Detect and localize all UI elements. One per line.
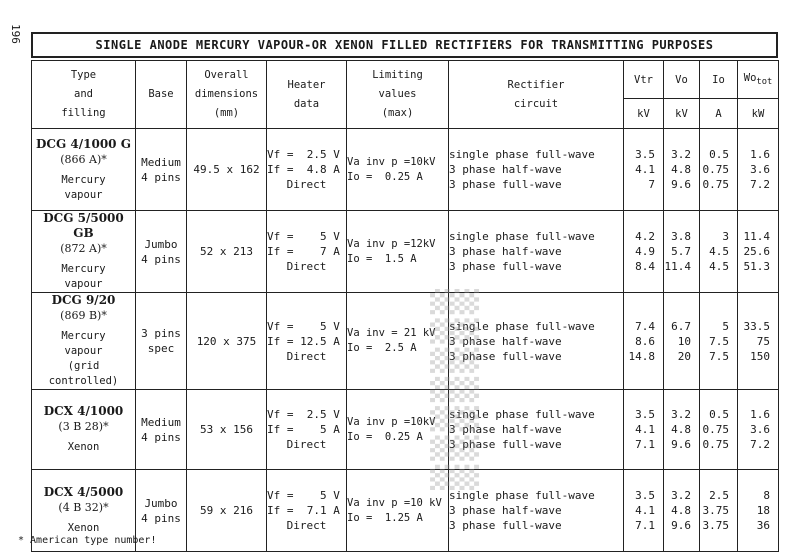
cell-base [136,390,187,470]
cell-vtr [624,390,664,470]
limiting-line: Va inv p =12kV [347,237,436,250]
wo-value: 3.6 [750,163,770,176]
cell-vtr [624,293,664,390]
circuit-line: single phase full-wave [449,489,595,502]
filling-line: Mercury [61,330,106,342]
heater-line: Vf = 2.5 V [267,408,340,421]
circuit-line: 3 phase full-wave [449,178,562,191]
vo-value: 4.8 [671,504,691,517]
vo-value: 10 [677,334,691,348]
io-value: 3 [722,230,729,243]
filling [32,440,135,455]
wo-value: 150 [750,349,770,363]
io-value: 4.5 [709,245,729,258]
vo-value: 11.4 [664,260,691,273]
vtr-value: 7.4 [635,319,655,333]
rectifier-table [31,60,779,552]
wo-value: 33.5 [743,319,770,333]
io-value: 0.75 [702,423,729,436]
vo-value: 4.8 [671,163,691,176]
type-code: (866 A)* [60,152,107,166]
vtr-value: 4.1 [635,163,655,176]
cell-dimensions: 59 x 216 [187,470,267,552]
cell-vo [664,293,700,390]
cell-type [32,211,136,293]
cell-limiting [347,293,449,390]
filling [32,173,135,203]
filling-line: Xenon [67,441,100,453]
circuit-line: 3 phase half-wave [449,504,562,517]
circuit-line: 3 phase full-wave [449,438,562,451]
unit-vo: kV [664,99,700,129]
cell-heater [267,211,347,293]
type-code: (3 B 28)* [58,420,109,433]
base-line: Medium [141,155,181,169]
limiting-line: Io = 0.25 A [347,170,423,183]
vtr-value: 8.6 [635,334,655,348]
cell-type [32,390,136,470]
wo-value: 8 [763,489,770,502]
cell-io [700,211,738,293]
cell-dimensions: 52 x 213 [187,211,267,293]
io-value: 7.5 [709,334,729,348]
vo-value: 20 [677,349,691,363]
filling-line: Xenon [67,522,100,534]
circuit-line: single phase full-wave [449,319,595,333]
base-line: Medium [141,415,181,429]
cell-limiting [347,129,449,211]
limiting-line: Va inv = 21 kV [347,327,436,339]
circuit-line: 3 phase full-wave [449,519,562,532]
vo-value: 3.2 [671,408,691,421]
vo-value: 3.2 [671,148,691,161]
cell-vo [664,129,700,211]
header-io: Io [700,61,738,99]
circuit-line: 3 phase full-wave [449,260,562,273]
heater-line: Direct [286,260,327,273]
base-line: Jumbo [144,237,178,251]
cell-dimensions: 53 x 156 [187,390,267,470]
filling [32,329,135,389]
io-value: 4.5 [709,260,729,273]
io-value: 5 [722,319,729,333]
cell-vtr [624,129,664,211]
io-value: 0.75 [702,163,729,176]
limiting-line: Io = 0.25 A [347,430,423,443]
vtr-value: 3.5 [635,148,655,161]
heater-line: Direct [286,178,327,191]
circuit-line: single phase full-wave [449,230,595,243]
table-row [32,293,779,390]
vo-value: 6.7 [671,319,691,333]
limiting-line: Va inv p =10 kV [347,496,442,509]
filling [32,521,135,536]
vo-value: 9.6 [671,438,691,451]
circuit-line: 3 phase half-wave [449,245,562,258]
table-row [32,211,779,293]
io-value: 0.75 [702,178,729,191]
vo-value: 9.6 [671,178,691,191]
vtr-value: 8.4 [635,260,655,273]
cell-vtr [624,211,664,293]
header-circuit: Rectifier circuit [449,61,624,129]
header-base: Base [136,61,187,129]
header-vtr: Vtr [624,61,664,99]
io-value: 3.75 [702,519,729,532]
heater-line: If = 4.8 A [267,163,340,176]
cell-wo [738,129,779,211]
cell-heater [267,390,347,470]
circuit-line: single phase full-wave [449,148,595,161]
heater-line: Vf = 5 V [267,489,340,502]
circuit-line: 3 phase half-wave [449,423,562,436]
type-name: DCG 9/20 [51,293,116,307]
cell-io [700,470,738,552]
vtr-value: 3.5 [635,408,655,421]
io-value: 0.5 [709,408,729,421]
filling-line: vapour [64,345,103,357]
base-line: 4 pins [141,511,181,525]
limiting-line: Va inv p =10kV [347,155,436,168]
io-value: 7.5 [709,349,729,363]
filling-line: vapour [64,278,103,290]
vtr-value: 3.5 [635,489,655,502]
unit-io: A [700,99,738,129]
cell-wo [738,470,779,552]
heater-line: Direct [286,349,327,363]
type-name: DCX 4/1000 [43,404,124,418]
limiting-line: Va inv p =10kV [347,415,436,428]
vo-value: 5.7 [671,245,691,258]
cell-wo [738,211,779,293]
cell-circuit [449,470,624,552]
cell-circuit [449,390,624,470]
unit-vtr: kV [624,99,664,129]
heater-line: Vf = 5 V [267,319,340,333]
cell-io [700,293,738,390]
cell-io [700,129,738,211]
io-value: 2.5 [709,489,729,502]
heater-line: If = 5 A [267,423,340,436]
wo-value: 3.6 [750,423,770,436]
vtr-value: 4.1 [635,423,655,436]
cell-heater [267,470,347,552]
circuit-line: 3 phase half-wave [449,334,562,348]
header-dimensions: Overall dimensions (mm) [187,61,267,129]
io-value: 0.5 [709,148,729,161]
io-value: 3.75 [702,504,729,517]
type-name: DCG 4/1000 G [36,136,131,151]
heater-line: If = 7 A [267,245,340,258]
cell-type [32,129,136,211]
cell-io [700,390,738,470]
wo-value: 1.6 [750,148,770,161]
circuit-line: single phase full-wave [449,408,595,421]
vtr-value: 7 [648,178,655,191]
unit-wo: kW [738,99,779,129]
cell-limiting [347,390,449,470]
page-number: 196 [9,24,22,44]
heater-line: Direct [286,519,327,532]
cell-vo [664,390,700,470]
vtr-value: 14.8 [628,349,655,363]
type-code: (869 B)* [60,309,107,322]
wo-value: 7.2 [750,178,770,191]
filling-line: Mercury [61,173,106,186]
cell-dimensions: 120 x 375 [187,293,267,390]
circuit-line: 3 phase half-wave [449,163,562,176]
vo-value: 3.8 [671,230,691,243]
header-vo: Vo [664,61,700,99]
cell-vo [664,470,700,552]
wo-value: 75 [756,334,770,348]
heater-line: If = 12.5 A [267,334,340,348]
header-type: Type and filling [32,61,136,129]
type-code: (4 B 32)* [58,501,109,514]
cell-circuit [449,293,624,390]
wo-value: 11.4 [743,230,770,243]
vo-value: 3.2 [671,489,691,502]
cell-circuit [449,211,624,293]
heater-line: Vf = 2.5 V [267,148,340,161]
filling-line: vapour [64,188,103,201]
vtr-value: 7.1 [635,438,655,451]
io-value: 0.75 [702,438,729,451]
cell-vtr [624,470,664,552]
filling-line: (grid [67,360,100,372]
header-heater: Heater data [267,61,347,129]
filling-line: Mercury [61,263,106,275]
vtr-value: 4.1 [635,504,655,517]
wo-value: 1.6 [750,408,770,421]
vtr-value: 7.1 [635,519,655,532]
table-title: SINGLE ANODE MERCURY VAPOUR-OR XENON FILLED RECTIFIERS FOR TRANSMITTING PURPOSES [31,32,778,58]
header-row [32,61,779,99]
cell-base [136,211,187,293]
cell-dimensions: 49.5 x 162 [187,129,267,211]
wo-value: 36 [756,519,770,532]
limiting-line: Io = 2.5 A [347,342,417,354]
cell-wo [738,390,779,470]
vo-value: 4.8 [671,423,691,436]
wo-value: 25.6 [743,245,770,258]
cell-base [136,293,187,390]
wo-value: 7.2 [750,438,770,451]
stamp-watermark: ▒▒▒▒▒▒▒ [430,284,479,490]
base-line: 4 pins [141,252,181,266]
type-name: DCG 5/5000 GB [43,211,124,240]
type-name: DCX 4/5000 [43,485,124,499]
filling-line: controlled) [48,375,119,387]
base-line: Jumbo [144,496,178,510]
cell-heater [267,129,347,211]
vo-value: 9.6 [671,519,691,532]
header-limiting: Limiting values (max) [347,61,449,129]
cell-vo [664,211,700,293]
wo-value: 51.3 [743,260,770,273]
type-code: (872 A)* [60,242,107,255]
heater-line: Direct [286,438,327,451]
cell-base [136,129,187,211]
limiting-line: Io = 1.5 A [347,252,417,265]
base-line: 4 pins [141,170,181,184]
cell-wo [738,293,779,390]
circuit-line: 3 phase full-wave [449,349,562,363]
cell-circuit [449,129,624,211]
header-wo: $Wo_{tot}$ [738,61,779,99]
table-row [32,390,779,470]
filling [32,262,135,292]
base-line: 3 pins [141,327,181,340]
limiting-line: Io = 1.25 A [347,511,423,524]
cell-heater [267,293,347,390]
table-row [32,129,779,211]
cell-type [32,293,136,390]
footnote: * American type number! [18,535,157,546]
base-line: spec [147,342,175,355]
heater-line: Vf = 5 V [267,230,340,243]
cell-limiting [347,470,449,552]
base-line: 4 pins [141,430,181,444]
vtr-value: 4.2 [635,230,655,243]
vtr-value: 4.9 [635,245,655,258]
cell-limiting [347,211,449,293]
heater-line: If = 7.1 A [267,504,340,517]
wo-value: 18 [756,504,770,517]
